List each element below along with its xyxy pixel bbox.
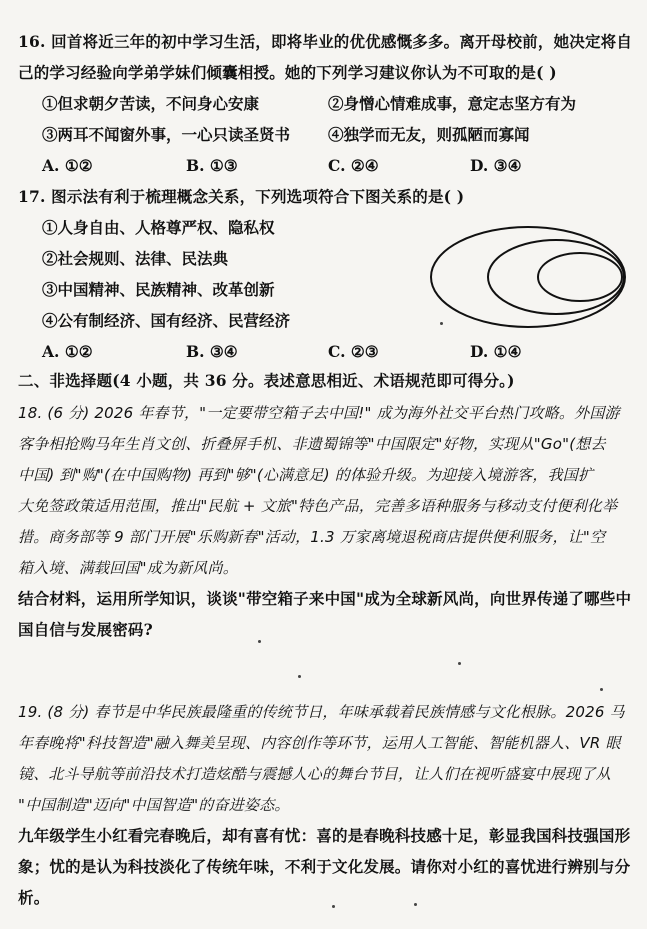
q16-choice-c: C. ②④ <box>328 156 379 175</box>
scan-speck <box>414 903 417 906</box>
concept-venn-diagram <box>428 223 628 331</box>
section2-title: 二、非选择题(4 小题，共 36 分。表述意思相近、术语规范即可得分。) <box>18 371 515 390</box>
q18-material-line2: 客争相抢购马年生肖文创、折叠屏手机、非遗蜀锦等"中国限定"好物，实现从"Go"(想去 <box>18 435 606 453</box>
q19-material-line3: 镜、北斗导航等前沿技术打造炫酷与震撼人心的舞台节目，让人们在视听盛宴中展现了从 <box>18 765 611 783</box>
middle-ellipse <box>488 240 624 314</box>
inner-ellipse <box>538 253 622 301</box>
q17-stem: 17. 图示法有利于梳理概念关系，下列选项符合下图关系的是( ) <box>18 187 465 206</box>
q18-material-line5: 措。商务部等 9 部门开展"乐购新春"活动，1.3 万家离境退税商店提供便利服务，让"空 <box>18 528 606 546</box>
scan-speck <box>258 640 261 643</box>
q17-choice-d: D. ①④ <box>470 342 522 361</box>
q19-question-line3: 析。 <box>18 888 50 907</box>
q16-option-3: ③两耳不闻窗外事，一心只读圣贤书 <box>42 125 291 144</box>
q18-material-line6: 箱入境、满载回国"成为新风尚。 <box>18 559 238 577</box>
q18-material-line3: 中国) 到"购"(在中国购物) 再到"够"(心满意足) 的体验升级。为迎接入境游客，我国扩 <box>18 466 594 484</box>
q19-material-line4: "中国制造"迈向"中国智造"的奋进姿态。 <box>18 796 290 814</box>
scan-speck <box>440 322 443 325</box>
q19-material-line2: 年春晚将"科技智造"融入舞美呈现、内容创作等环节，运用人工智能、智能机器人、VR 眼 <box>18 734 621 752</box>
q16-option-1: ①但求朝夕苦读，不问身心安康 <box>42 94 260 113</box>
q17-option-4: ④公有制经济、国有经济、民营经济 <box>42 311 291 330</box>
q17-option-2: ②社会规则、法律、民法典 <box>42 249 229 268</box>
q18-material-line4: 大免签政策适用范围，推出"民航 + 文旅"特色产品，完善多语种服务与移动支付便利化举 <box>18 497 618 515</box>
q16-choice-b: B. ①③ <box>186 156 238 175</box>
q16-option-2: ②身憎心情难成事，意定志坚方有为 <box>328 94 577 113</box>
q17-option-3: ③中国精神、民族精神、改革创新 <box>42 280 275 299</box>
q17-option-1: ①人身自由、人格尊严权、隐私权 <box>42 218 275 237</box>
q16-stem-line1: 16. 回首将近三年的初中学习生活，即将毕业的优优感慨多多。离开母校前，她决定将自 <box>18 32 633 51</box>
q18-material-line1: 18. (6 分) 2026 年春节，"一定要带空箱子去中国!" 成为海外社交平台热门攻略。外国游 <box>18 404 620 422</box>
scan-speck <box>458 662 461 665</box>
q16-choice-a: A. ①② <box>42 156 93 175</box>
outer-ellipse <box>431 227 625 327</box>
q19-question-line2: 象；忧的是认为科技淡化了传统年味，不利于文化发展。请你对小红的喜忧进行辨别与分 <box>18 857 631 876</box>
q19-material-line1: 19. (8 分) 春节是中华民族最隆重的传统节日，年味承载着民族情感与文化根脉。2026 马 <box>18 703 625 721</box>
q16-choice-d: D. ③④ <box>470 156 522 175</box>
q19-question-line1: 九年级学生小红看完春晚后，却有喜有忧：喜的是春晚科技感十足，彰显我国科技强国形 <box>18 826 631 845</box>
q17-choice-a: A. ①② <box>42 342 93 361</box>
scan-speck <box>332 905 335 908</box>
q17-choice-b: B. ③④ <box>186 342 238 361</box>
q18-question-line2: 国自信与发展密码? <box>18 620 153 639</box>
q16-option-4: ④独学而无友，则孤陋而寡闻 <box>328 125 530 144</box>
q17-choice-c: C. ②③ <box>328 342 379 361</box>
q18-question-line1: 结合材料，运用所学知识，谈谈"带空箱子来中国"成为全球新风尚，向世界传递了哪些中 <box>18 589 632 608</box>
scan-speck <box>298 675 301 678</box>
q16-stem-line2: 己的学习经验向学弟学妹们倾囊相授。她的下列学习建议你认为不可取的是( ) <box>18 63 557 82</box>
scan-speck <box>600 688 603 691</box>
